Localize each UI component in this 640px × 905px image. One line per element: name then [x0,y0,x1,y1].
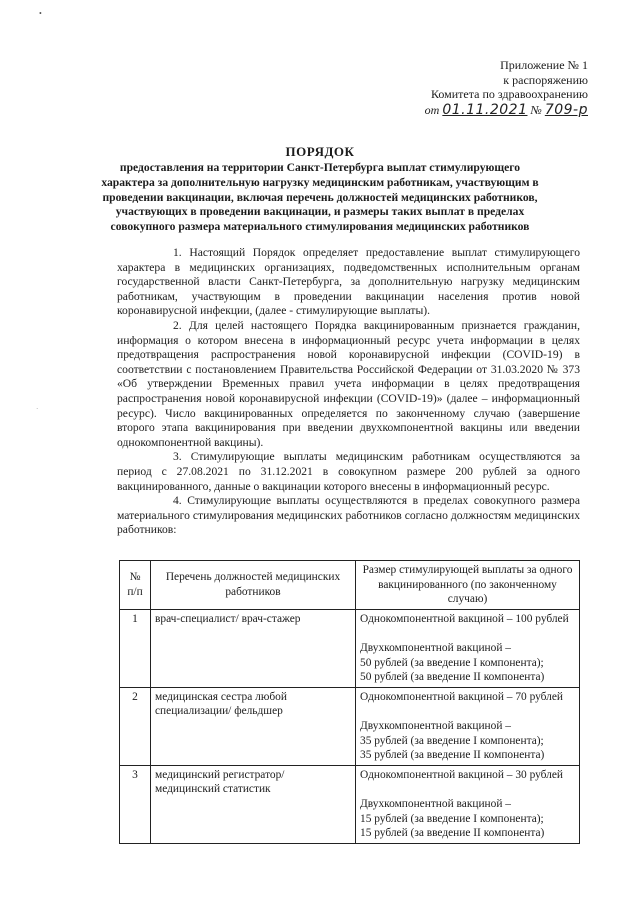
row-number: 2 [120,687,151,765]
second-component-payment: 15 рублей (за введение II компонента) [360,827,545,840]
document-subtitle: предоставления на территории Санкт-Петербурга выплат стимулирующего характера за дополнительную нагрузку медицинским работникам, участвующим в проведении вакцинации, включая перечень должностей медицинских работников, участвующих в проведении вакцинации, и размеры таких выплат в пределах совокупного размера материального стимулирования медицинских работников [101,161,539,234]
column-header-position: Перечень должностей медицинских работников [151,561,356,610]
double-component-title: Двухкомпонентной вакциной – [360,719,511,732]
table-row [120,765,580,843]
scan-mark: · [36,405,39,413]
single-component-payment: Однокомпонентной вакциной – 30 рублей [360,768,564,781]
column-header-number: № п/п [120,561,151,610]
column-header-payment: Размер стимулирующей выплаты за одного вакцинированного (по законченному случаю) [356,561,580,610]
double-component-title: Двухкомпонентной вакциной – [360,797,511,810]
number-label: № [530,102,542,117]
paragraph-1: 1. Настоящий Порядок определяет предоставление выплат стимулирующего характера в медицинских организациях, подведомственных исполнительным органам государственной власти Санкт-Петербурга, за дополнительную нагрузку медицинским работникам, участвующим в проведении вакцинации населения против новой коронавирусной инфекции, (далее - стимулирующие выплаты). [117,246,580,318]
document-title: ПОРЯДОК [285,144,355,159]
row-number: 3 [120,765,151,843]
row-position: медицинская сестра любой специализации/ фельдшер [151,687,356,765]
paragraph-2: 2. Для целей настоящего Порядка вакцинированным признается гражданин, информация о котором внесена в информационный ресурс учета информации в целях предотвращения распространения новой коронавирусной инфекции (COVID-19) в соответствии с постановлением Правительства Российской Федерации от 31.03.2020 № 373 «Об утверждении Временных правил учета информации в целях предотвращения распространения новой коронавирусной инфекции (COVID-19)» (далее – информационный ресурс). Число вакцинированных определяется по законченному случаю (завершение второго этапа вакцинирования при введении двухкомпонентной вакцины или введении однокомпонентной вакцины). [117,318,580,449]
handwritten-number: 709-р [544,101,588,118]
second-component-payment: 35 рублей (за введение II компонента) [360,749,545,762]
table-row [120,609,580,687]
double-component-title: Двухкомпонентной вакциной – [360,641,511,654]
appendix-number: Приложение № 1 [500,58,588,72]
single-component-payment: Однокомпонентной вакциной – 100 рублей [360,612,569,625]
committee-name: Комитета по здравоохранению [430,87,588,101]
payments-table [119,560,580,844]
date-number-line [425,103,588,118]
second-component-payment: 50 рублей (за введение II компонента) [360,671,545,684]
scan-mark: • [39,9,42,18]
table-header-row [120,561,580,610]
first-component-payment: 15 рублей (за введение I компонента); [360,812,544,825]
first-component-payment: 35 рублей (за введение I компонента); [360,734,544,747]
row-payment [356,687,580,765]
date-label: от [424,102,440,117]
row-payment [356,609,580,687]
row-number: 1 [120,609,151,687]
row-position: медицинский регистратор/ медицинский статистик [151,765,356,843]
paragraph-4: 4. Стимулирующие выплаты осуществляются в пределах совокупного размера материального стимулирования медицинских работников согласно должностям медицинских работников: [117,494,580,537]
row-payment [356,765,580,843]
document-body [117,246,580,538]
order-reference: к распоряжению [503,72,588,87]
row-position: врач-специалист/ врач-стажер [151,609,356,687]
single-component-payment: Однокомпонентной вакциной – 70 рублей [360,690,564,703]
table-row [120,687,580,765]
appendix-header [425,58,588,117]
handwritten-date: 01.11.2021 [442,101,528,118]
first-component-payment: 50 рублей (за введение I компонента); [360,656,544,669]
paragraph-3: 3. Стимулирующие выплаты медицинским работникам осуществляются за период с 27.08.2021 по 31.12.2021 в совокупном размере 200 рублей за одного вакцинированного, данные о вакцинации которого внесены в информационный ресурс. [117,450,580,493]
